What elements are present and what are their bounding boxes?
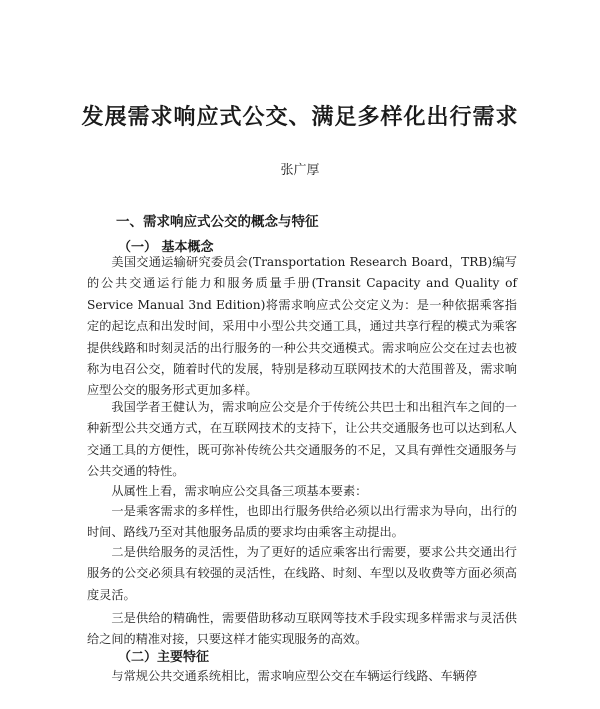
paragraph-element-1: 一是乘客需求的多样性，也即出行服务供给必须以出行需求为导向，出行的时间、路线乃至对其他服务品质的要求均由乘客主动提出。: [87, 504, 517, 540]
page-title: 发展需求响应式公交、满足多样化出行需求: [81, 105, 519, 130]
paragraph-element-2: 二是供给服务的灵活性，为了更好的适应乘客出行需要，要求公共交通出行服务的公交必须具有较强的灵活性，在线路、时刻、车型以及收费等方面必须高度灵活。: [87, 545, 517, 602]
author-name: 张广厚: [280, 163, 320, 178]
subsection-heading-main-features: （二）主要特征: [118, 650, 210, 665]
paragraph-scholar-view: 我国学者王健认为，需求响应公交是介于传统公共巴士和出租汽车之间的一种新型公共交通方式，在互联网技术的支持下，让公共交通服务也可以达到私人交通工具的方便性，既可弥补传统公共交通服务的不足，又具有弹性交通服务与公共交通的特性。: [87, 400, 517, 479]
paragraph-element-3: 三是供给的精确性，需要借助移动互联网等技术手段实现多样需求与灵活供给之间的精准对接，只要这样才能实现服务的高效。: [87, 611, 517, 647]
section-heading-1: 一、需求响应式公交的概念与特征: [116, 214, 319, 230]
paragraph-attributes-intro: 从属性上看，需求响应公交具备三项基本要素：: [111, 484, 368, 498]
paragraph-definition: 美国交通运输研究委员会(Transportation Research Board，TRB)编写的公共交通运行能力和服务质量手册(Transit Capacity and Quality of Service Manual 3nd Edition)将需求响应式公交定义为：是一种依据乘客指定的起讫点和出发时间，采用中小型公共交通工具，通过共享行程的模式为乘客提供线路和时刻灵活的出行服务的一种公共交通模式。需求响应公交在过去也被称为电召公交，随着时代的发展，特别是移动互联网技术的大范围普及，需求响应型公交的服务形式更加多样。: [87, 255, 517, 398]
subsection-heading-basic-concept: （一） 基本概念: [118, 240, 214, 255]
paragraph-features-start: 与常规公共交通系统相比，需求响应型公交在车辆运行线路、车辆停: [111, 669, 478, 683]
